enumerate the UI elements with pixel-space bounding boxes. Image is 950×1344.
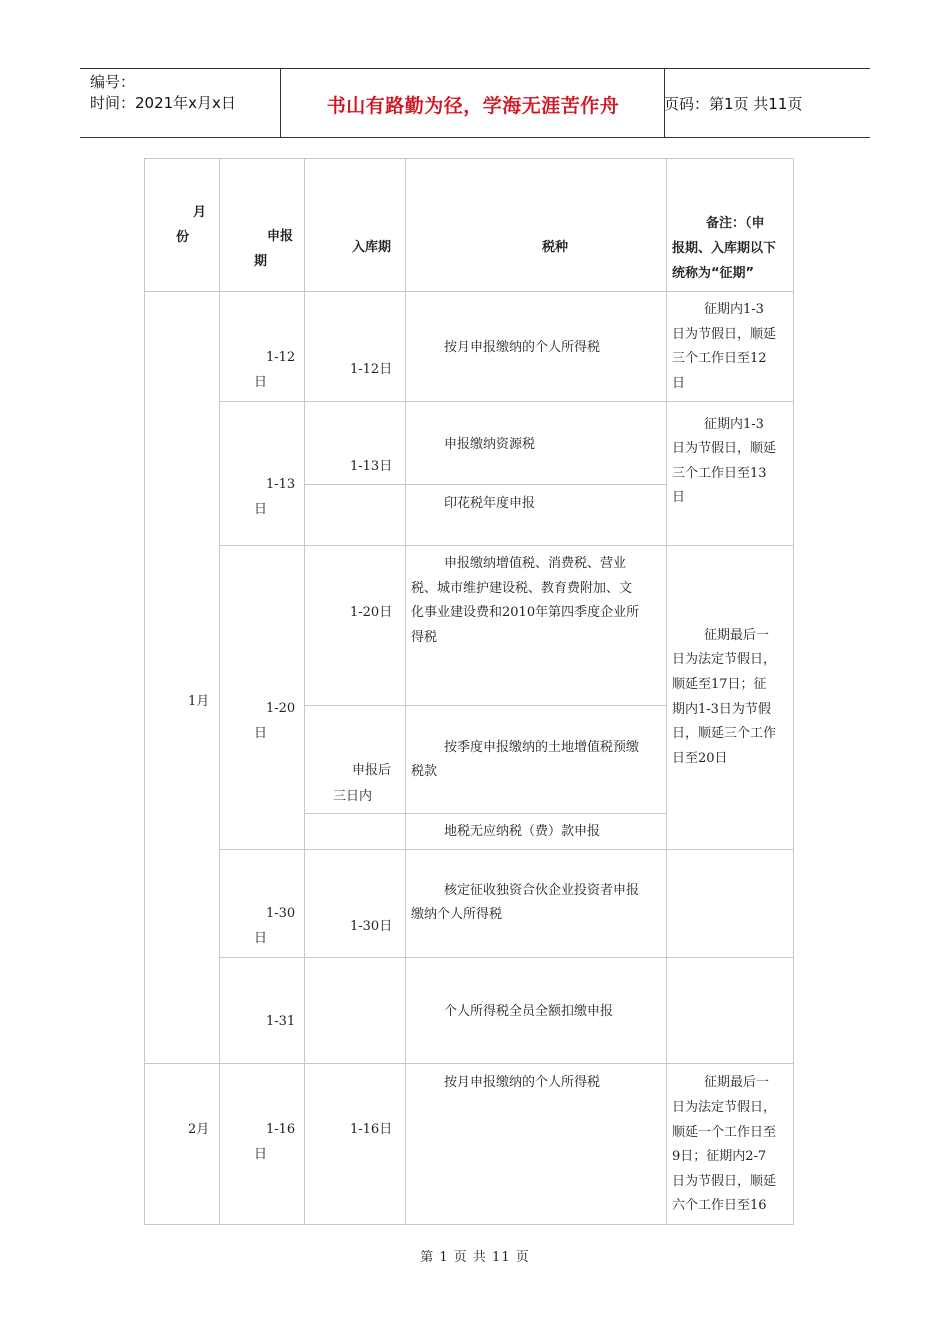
remark-text: 日为法定节假日， [672,1100,777,1115]
header-cell-tax [405,158,667,292]
tax-type: 税款 [411,764,438,779]
storage-cell [304,484,406,546]
storage-period: 1-13日 [350,459,393,474]
month-cell-feb [144,1063,220,1225]
tax-type: 地税无应纳税（费）款申报 [444,824,601,839]
header-cell-month [144,158,220,292]
remark-cell [666,957,794,1064]
storage-cell [304,545,406,706]
remark-text: 日 [672,490,686,505]
remark-text: 征期内1-3 [704,417,764,432]
declare-period: 日 [254,375,268,390]
storage-cell [304,1063,406,1225]
remark-text: 日为法定节假日， [672,652,777,667]
document-header [80,68,870,138]
declare-period: 1-20 [266,701,296,716]
month-feb: 2月 [188,1122,210,1137]
remark-text: 六个工作日至16 [672,1198,767,1213]
tax-type: 核定征收独资合伙企业投资者申报 [444,883,640,898]
header-page-number: 页码：第1页 共11页 [664,95,803,113]
storage-cell [304,849,406,958]
tax-type: 个人所得税全员全额扣缴申报 [444,1004,614,1019]
remark-text: 顺延一个工作日至 [672,1125,777,1140]
remark-text: 日 [672,376,686,391]
declare-period: 1-13 [266,477,296,492]
header-remarks-line3: 统称为“征期” [672,266,755,281]
tax-type: 申报缴纳资源税 [444,437,536,452]
remark-cell [666,849,794,958]
declare-period: 1-16 [266,1122,296,1137]
remark-text: 征期内1-3 [704,302,764,317]
remark-text: 日至20日 [672,751,728,766]
header-storage-period: 入库期 [352,240,392,255]
tax-type: 按月申报缴纳的个人所得税 [444,340,601,355]
header-cell-storage [304,158,406,292]
header-declare-line2: 期 [254,254,268,269]
storage-period: 1-20日 [350,605,393,620]
tax-type: 按月申报缴纳的个人所得税 [444,1075,601,1090]
declare-period: 日 [254,726,268,741]
declare-period: 日 [254,502,268,517]
header-month-line2: 份 [176,230,190,245]
remark-text: 顺延至17日；征 [672,677,767,692]
storage-period: 申报后 [352,763,392,778]
storage-cell [304,813,406,850]
remark-text: 征期最后一 [704,628,770,643]
remark-text: 日为节假日，顺延 [672,1174,777,1189]
tax-type: 得税 [411,630,438,645]
remark-text: 三个工作日至12 [672,351,767,366]
tax-type: 化事业建设费和2010年第四季度企业所 [411,605,640,620]
time-label: 时间：2021年x月x日 [90,94,236,112]
declare-period: 日 [254,1147,268,1162]
storage-period: 1-16日 [350,1122,393,1137]
tax-type: 缴纳个人所得税 [411,907,503,922]
storage-period: 1-30日 [350,919,393,934]
storage-period: 1-12日 [350,362,393,377]
month-cell-jan [144,291,220,1064]
header-meta [90,72,236,114]
tax-type: 印花税年度申报 [444,496,536,511]
tax-type: 税、城市维护建设税、教育费附加、文 [411,581,633,596]
remark-text: 三个工作日至13 [672,466,767,481]
storage-period: 三日内 [333,789,373,804]
declare-period: 日 [254,931,268,946]
storage-cell [304,291,406,402]
declare-period: 1-12 [266,350,296,365]
remark-text: 9日；征期内2-7 [672,1149,767,1164]
page-footer: 第 1 页 共 11 页 [420,1250,530,1265]
remark-text: 日为节假日，顺延 [672,327,777,342]
header-motto: 书山有路勤为径，学海无涯苦作舟 [326,95,620,117]
header-remarks-line2: 报期、入库期以下 [672,241,777,256]
header-tax-type: 税种 [542,240,569,255]
remark-text: 期内1-3日为节假 [672,702,771,717]
serial-number-label: 编号： [90,73,136,91]
remark-text: 征期最后一 [704,1075,770,1090]
tax-type: 申报缴纳增值税、消费税、营业 [444,556,627,571]
header-declare-line1: 申报 [267,229,294,244]
month-jan: 1月 [188,694,210,709]
header-month-line1: 月 [193,205,207,220]
remark-text: 日，顺延三个工作 [672,726,777,741]
declare-period: 1-31 [266,1014,296,1029]
declare-period: 1-30 [266,906,296,921]
header-remarks-line1: 备注：（申 [706,216,765,231]
storage-cell [304,957,406,1064]
remark-text: 日为节假日，顺延 [672,441,777,456]
tax-type: 按季度申报缴纳的土地增值税预缴 [444,740,640,755]
